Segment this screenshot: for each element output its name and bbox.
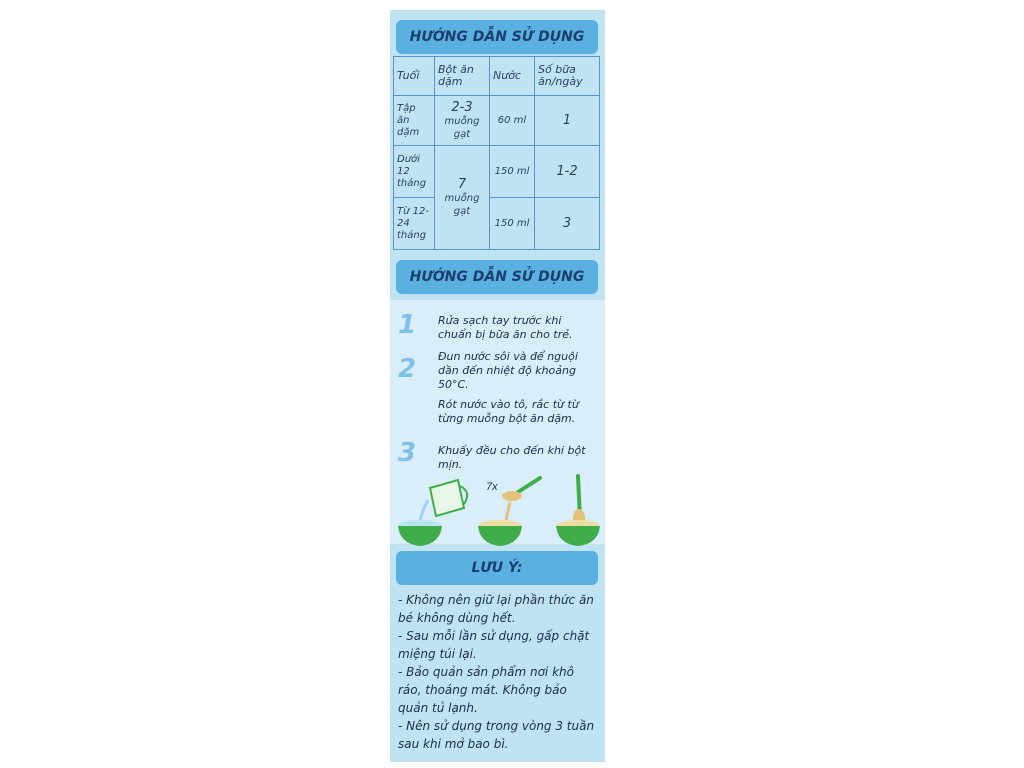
step-text-1: Rửa sạch tay trước khi chuẩn bị bữa ăn cho trẻ.	[438, 314, 573, 341]
scoop-count: 7x	[486, 481, 498, 493]
preparation-illustration	[390, 470, 605, 550]
usage-title: HƯỚNG DẪN SỬ DỤNG	[396, 20, 598, 54]
powder-amount: 7	[457, 177, 467, 192]
powder-unit: muỗng gạt	[444, 116, 480, 140]
meals-cell: 1-2	[535, 146, 600, 198]
note-list	[398, 591, 598, 753]
header-water: Nước	[490, 57, 535, 96]
usage-panel	[390, 10, 605, 762]
note-item: - Không nên giữ lại phần thức ăn bé không dùng hết.	[398, 593, 594, 625]
note-item: - Nên sử dụng trong vòng 3 tuần sau khi mở bao bì.	[398, 719, 595, 751]
meals-cell: 1	[535, 96, 600, 146]
jug-icon	[430, 480, 467, 516]
header-powder: Bột ăn dặm	[435, 57, 490, 96]
note-item: - Sau mỗi lần sử dụng, gấp chặt miệng túi lại.	[398, 629, 590, 661]
step-text-2: Đun nước sôi và để nguội dần đến nhiệt độ khoảng 50°C.	[438, 350, 578, 391]
bowl-mixed-icon	[556, 520, 600, 546]
age-cell: Tập ăn dặm	[394, 96, 435, 146]
bowl-powder-icon	[478, 520, 522, 546]
water-cell: 150 ml	[490, 198, 535, 250]
steps-title: HƯỚNG DẪN SỬ DỤNG	[396, 260, 598, 294]
spoon-powder-icon	[502, 478, 540, 520]
header-age: Tuổi	[394, 57, 435, 96]
step-text-3: Khuấy đều cho đến khi bột mịn.	[438, 444, 586, 471]
powder-unit: muỗng gạt	[444, 193, 480, 217]
dosage-table	[393, 56, 600, 250]
steps-section	[390, 300, 605, 544]
header-meals: Số bữa ăn/ngày	[535, 57, 600, 96]
bowl-water-icon	[398, 520, 442, 546]
table-header-row	[394, 57, 600, 96]
spoon-stir-icon	[573, 476, 585, 527]
meals-cell: 3	[535, 198, 600, 250]
water-cell: 60 ml	[490, 96, 535, 146]
note-item: - Bảo quản sản phẩm nơi khô ráo, thoáng mát. Không bảo quản tủ lạnh.	[398, 665, 574, 715]
step-number-2: 2	[398, 354, 417, 384]
age-cell: Dưới 12 tháng	[394, 146, 435, 198]
step-text-2b: Rót nước vào tô, rắc từ từ từng muỗng bột ăn dặm.	[438, 398, 579, 425]
age-cell: Từ 12-24 tháng	[394, 198, 435, 250]
table-row	[394, 96, 600, 146]
water-cell: 150 ml	[490, 146, 535, 198]
powder-cell	[435, 146, 490, 250]
step-number-1: 1	[398, 310, 417, 340]
step-number-3: 3	[398, 438, 417, 468]
note-title: LƯU Ý:	[396, 551, 598, 585]
table-row	[394, 198, 600, 250]
powder-cell	[435, 96, 490, 146]
powder-amount: 2-3	[451, 100, 473, 115]
table-row	[394, 146, 600, 198]
